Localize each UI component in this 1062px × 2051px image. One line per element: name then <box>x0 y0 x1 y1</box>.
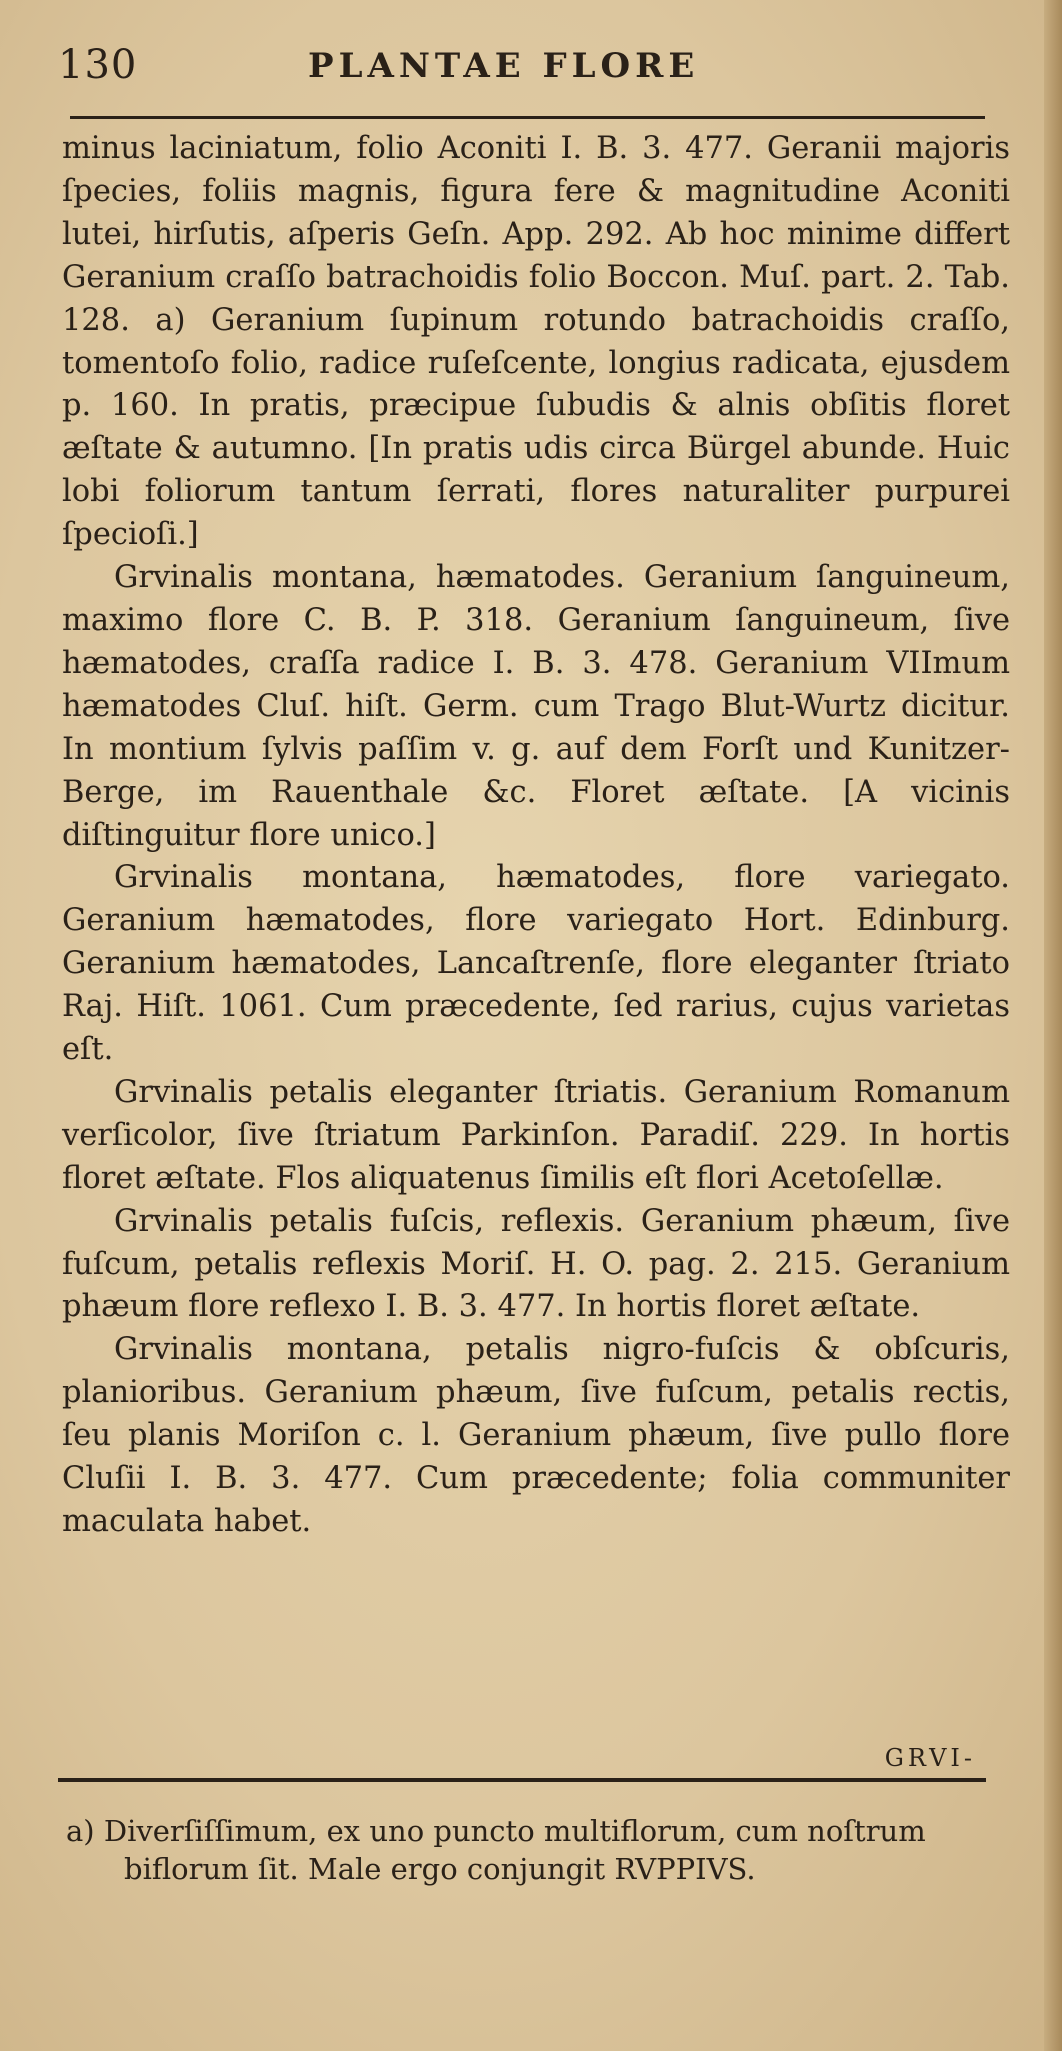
footnote-line: a) Diverſiſſimum, ex uno puncto multiflorum, cum noſtrum <box>66 1814 926 1848</box>
catchword: GRVI- <box>884 1744 976 1772</box>
paragraph: Grvinalis montana, petalis nigro-fuſcis & obſcuris, planioribus. Geranium phæum, ſive fuſcum, petalis rectis, ſeu planis Moriſon c. l. Geranium phæum, ſive pullo flore Cluſii I. B. 3. 477. Cum præcedente; folia communiter maculata habet. <box>62 1332 1010 1539</box>
footnote-rule <box>58 1778 986 1782</box>
header-rule <box>70 116 985 119</box>
footnote-line: biflorum ſit. Male ergo conjungit RVPPIVS. <box>124 1852 756 1886</box>
paragraph: minus laciniatum, folio Aconiti I. B. 3. 477. Geranii majoris ſpecies, foliis magnis, figura fere & magnitudine Aconiti lutei, hirſutis, aſperis Geſn. App. 292. Ab hoc minime differt Geranium craſſo batrachoidis folio Boccon. Muſ. part. 2. Tab. 128. a) Geranium ſupinum rotundo batrachoidis craſſo, tomentoſo folio, radice ruſeſcente, longius radicata, ejusdem p. 160. In pratis, præcipue ſubudis & alnis obſitis floret æſtate & autumno. [In pratis udis circa Bürgel abunde. Huic lobi foliorum tantum ſerrati, flores naturaliter purpurei ſpecioſi.] <box>62 131 1010 553</box>
running-head: PLANTAE FLORE <box>308 46 700 86</box>
page-number: 130 <box>58 42 138 88</box>
footnote <box>66 1812 1006 1888</box>
page-edge <box>1044 0 1062 2051</box>
paragraph: Grvinalis petalis eleganter ſtriatis. Geranium Romanum verſicolor, ſive ſtriatum Parkinſon. Paradiſ. 229. In hortis floret æſtate. Flos aliquatenus ſimilis eſt flori Acetoſellæ. <box>62 1074 1010 1196</box>
paragraph: Grvinalis montana, hæmatodes, flore variegato. Geranium hæmatodes, flore variegato Hort. Edinburg. Geranium hæmatodes, Lancaſtrenſe, flore eleganter ſtriato Raj. Hiſt. 1061. Cum præcedente, ſed rarius, cujus varietas eſt. <box>62 860 1010 1068</box>
paragraph: Grvinalis montana, hæmatodes. Geranium ſanguineum, maximo flore C. B. P. 318. Geranium ſanguineum, ſive hæmatodes, craſſa radice I. B. 3. 478. Geranium VIImum hæmatodes Cluſ. hiſt. Germ. cum Trago Blut-Wurtz dicitur. In montium ſylvis paſſim v. g. auf dem Forſt und Kunitzer-Berge, im Rauenthale &c. Floret æſtate. [A vicinis diſtinguitur flore unico.] <box>62 560 1010 853</box>
page-header <box>58 42 988 102</box>
paragraph: Grvinalis petalis fuſcis, reflexis. Geranium phæum, ſive fuſcum, petalis reflexis Moriſ. H. O. pag. 2. 215. Geranium phæum flore reflexo I. B. 3. 477. In hortis floret æſtate. <box>62 1203 1010 1325</box>
main-text <box>62 128 1010 1544</box>
